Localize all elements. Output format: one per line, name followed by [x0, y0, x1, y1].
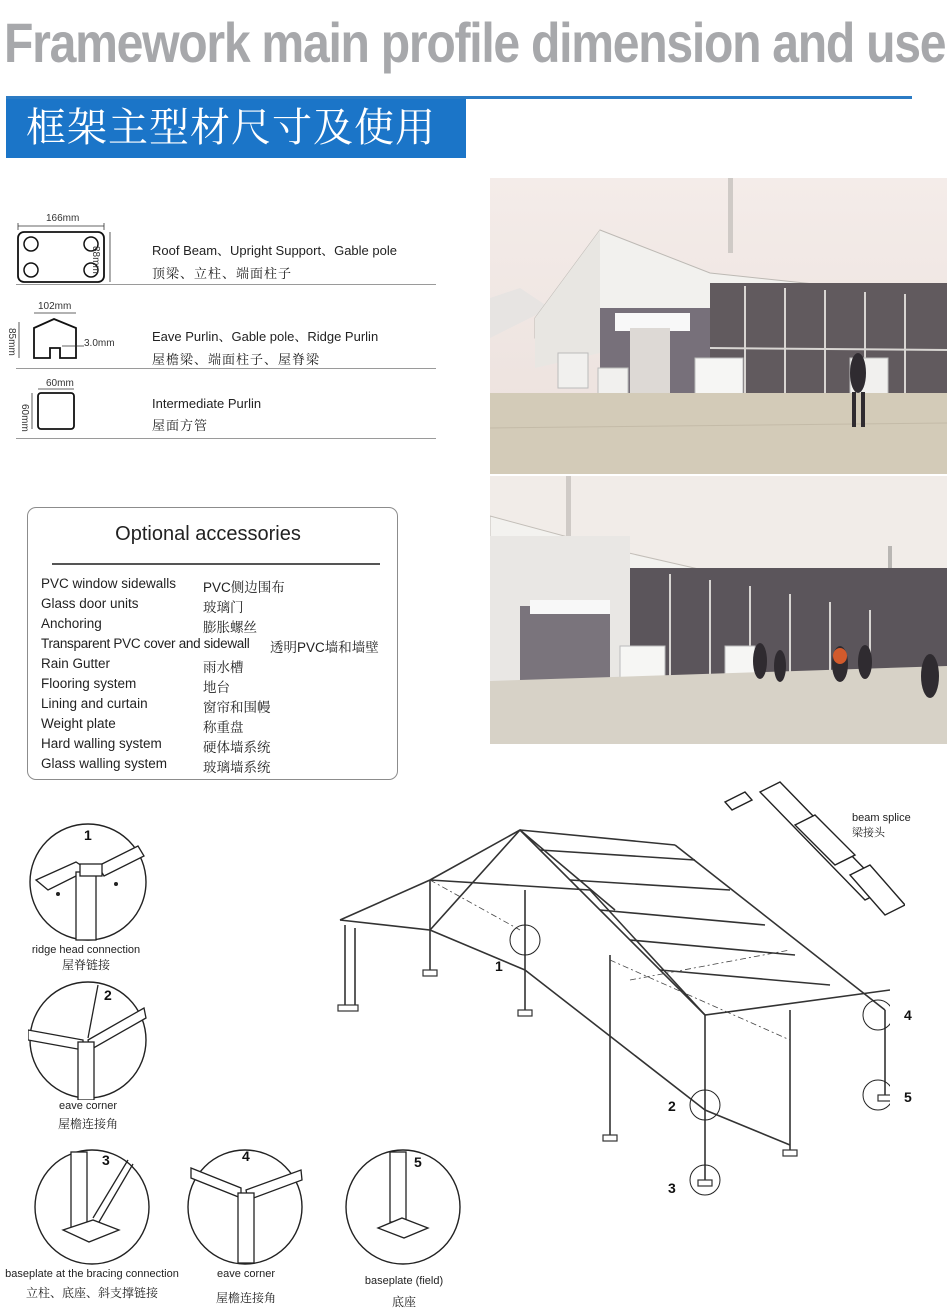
accessory-item-zh: 玻璃墙系统 [203, 760, 271, 775]
accessory-item-zh: 硬体墙系统 [203, 740, 271, 755]
frame-callout-2: 2 [668, 1098, 676, 1114]
profile-1-description [152, 240, 397, 282]
tent-photo-exterior-2 [490, 476, 947, 744]
profile-2-thickness: 3.0mm [84, 338, 115, 349]
accessory-item-en: Rain Gutter [41, 656, 111, 671]
accessories-title: Optional accessories [115, 523, 301, 545]
detail-2-caption-en: eave corner [58, 1100, 118, 1112]
profile-2-use-zh: 屋檐梁、端面柱子、屋脊梁 [152, 352, 321, 367]
detail-4-caption-en: eave corner [216, 1268, 276, 1280]
accessory-item-en: Anchoring [41, 616, 102, 631]
profile-1-width: 166mm [46, 213, 80, 224]
detail-baseplate-field-drawing [344, 1148, 462, 1266]
accessory-item-en: Flooring system [41, 676, 137, 691]
profile-3-section-drawing [28, 387, 84, 437]
divider [16, 284, 436, 285]
profile-2-height: 85mm [6, 328, 17, 356]
accessory-item-en: Hard walling system [41, 736, 162, 751]
profile-2-width: 102mm [38, 301, 72, 312]
accessory-item-zh: 称重盘 [203, 720, 244, 735]
detail-4-caption-zh: 屋檐连接角 [215, 1291, 276, 1305]
profile-3-width: 60mm [46, 378, 74, 389]
accessories-title-rule [52, 563, 380, 565]
divider [16, 438, 436, 439]
accessory-item-en: Weight plate [41, 716, 116, 731]
accessory-item-zh: 地台 [203, 680, 230, 695]
accessory-item-zh: 膨胀螺丝 [203, 620, 257, 635]
detail-5-caption-en: baseplate (field) [364, 1275, 444, 1287]
detail-2-number: 2 [104, 987, 112, 1003]
detail-3-number: 3 [102, 1152, 110, 1168]
detail-baseplate-bracing-drawing [33, 1148, 151, 1266]
beam-splice-drawing [720, 780, 905, 920]
accessory-item-zh: 窗帘和围幔 [203, 700, 271, 715]
frame-callout-4: 4 [904, 1007, 912, 1023]
frame-callout-3: 3 [668, 1180, 676, 1196]
profile-1-height: 88mm [90, 246, 101, 274]
detail-5-caption-zh: 底座 [391, 1295, 416, 1309]
detail-4-number: 4 [242, 1148, 250, 1164]
frame-callout-5: 5 [904, 1089, 912, 1105]
detail-eave-corner-2-drawing [186, 1148, 304, 1266]
tent-photo-exterior-1 [490, 178, 947, 474]
detail-3-caption-en: baseplate at the bracing connection [5, 1268, 179, 1280]
optional-accessories-box [27, 507, 398, 780]
profile-1-use-en: Roof Beam、Upright Support、Gable pole [152, 243, 397, 258]
profile-2-description [152, 326, 378, 368]
profile-3-height: 60mm [19, 404, 30, 432]
accessory-item-en: PVC window sidewalls [41, 576, 177, 591]
accessory-item-zh: 雨水槽 [203, 660, 244, 675]
accessory-item-en: Lining and curtain [41, 696, 148, 711]
profile-3-use-en: Intermediate Purlin [152, 396, 262, 411]
accessory-item-zh: PVC侧边围布 [203, 580, 285, 595]
divider [16, 368, 436, 369]
page-title-english: Framework main profile dimension and use [4, 11, 946, 74]
beam-splice-zh: 梁接头 [852, 827, 885, 839]
accessory-item-en: Glass walling system [41, 756, 168, 771]
page-title-chinese-banner: 框架主型材尺寸及使用 [6, 99, 466, 158]
beam-splice-label [852, 812, 911, 840]
profile-1-section-drawing [14, 222, 126, 286]
profile-3-description [152, 396, 261, 434]
detail-3-caption-zh: 立柱、底座、斜支撑链接 [25, 1286, 158, 1300]
detail-1-number: 1 [84, 827, 92, 843]
frame-callout-1: 1 [495, 958, 503, 974]
profile-2-use-en: Eave Purlin、Gable pole、Ridge Purlin [152, 329, 379, 344]
accessory-item-zh: 玻璃门 [203, 600, 244, 615]
detail-2-caption-zh: 屋檐连接角 [57, 1117, 118, 1131]
detail-1-caption-zh: 屋脊链接 [61, 958, 110, 972]
detail-5-number: 5 [414, 1154, 422, 1170]
accessory-item-en: Transparent PVC cover and sidewall [41, 636, 250, 651]
profile-3-use-zh: 屋面方管 [152, 418, 209, 433]
accessory-item-en: Glass door units [41, 596, 139, 611]
detail-1-caption-en: ridge head connection [31, 944, 141, 956]
profile-1-use-zh: 顶梁、立柱、端面柱子 [152, 266, 293, 281]
beam-splice-en: beam splice [852, 812, 911, 824]
accessory-item-zh: 透明PVC墙和墙壁 [270, 640, 379, 655]
detail-eave-corner-drawing [28, 980, 148, 1100]
